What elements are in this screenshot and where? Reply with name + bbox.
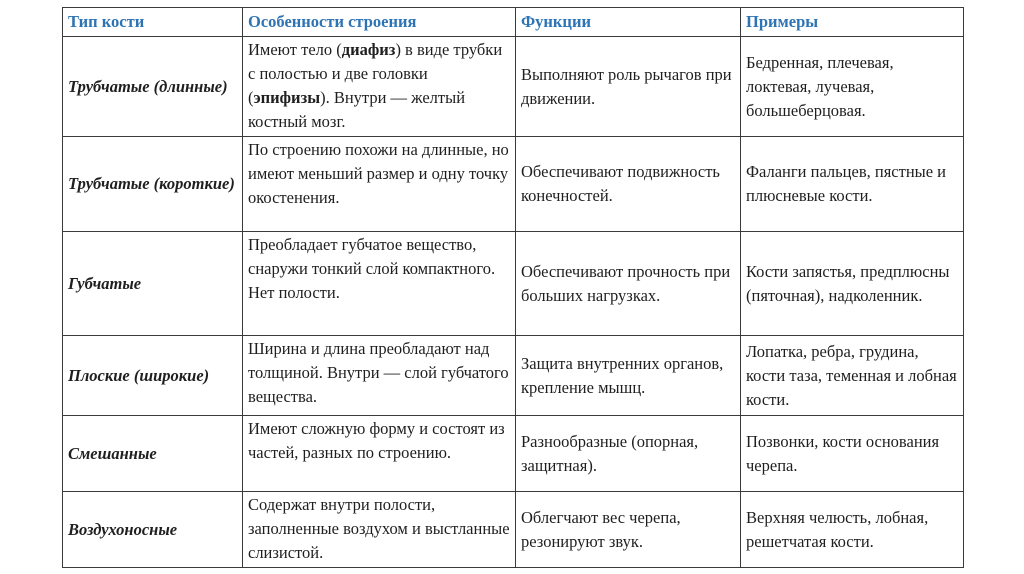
cell-functions: Обеспечивают подвижность конечностей. — [516, 137, 741, 232]
cell-type: Губчатые — [63, 232, 243, 336]
table-header-row — [63, 8, 964, 37]
cell-type: Смешанные — [63, 416, 243, 492]
table-row — [63, 336, 964, 416]
header-functions: Функции — [516, 8, 741, 37]
cell-functions: Обеспечивают прочность при больших нагрузках. — [516, 232, 741, 336]
table-row — [63, 37, 964, 137]
cell-examples: Верхняя челюсть, лобная, решетчатая кости. — [741, 492, 964, 568]
header-examples: Примеры — [741, 8, 964, 37]
cell-examples: Позвонки, кости основания черепа. — [741, 416, 964, 492]
table-row — [63, 416, 964, 492]
cell-functions: Облегчают вес черепа, резонируют звук. — [516, 492, 741, 568]
cell-examples: Лопатка, ребра, грудина, кости таза, теменная и лобная кости. — [741, 336, 964, 416]
bone-types-table — [62, 7, 964, 568]
cell-structure: Имеют тело (диафиз) в виде трубки с полостью и две головки (эпифизы). Внутри — желтый костный мозг. — [243, 37, 516, 137]
header-type: Тип кости — [63, 8, 243, 37]
cell-type: Воздухоносные — [63, 492, 243, 568]
cell-type: Трубчатые (длинные) — [63, 37, 243, 137]
cell-type: Трубчатые (короткие) — [63, 137, 243, 232]
table-row — [63, 232, 964, 336]
table-row — [63, 137, 964, 232]
cell-functions: Выполняют роль рычагов при движении. — [516, 37, 741, 137]
bone-types-table-container — [62, 7, 964, 568]
cell-examples: Фаланги пальцев, пястные и плюсневые кости. — [741, 137, 964, 232]
cell-functions: Разнообразные (опорная, защитная). — [516, 416, 741, 492]
table-row — [63, 492, 964, 568]
cell-examples: Кости запястья, предплюсны (пяточная), надколенник. — [741, 232, 964, 336]
cell-functions: Защита внутренних органов, крепление мышц. — [516, 336, 741, 416]
cell-type: Плоские (широкие) — [63, 336, 243, 416]
header-structure: Особенности строения — [243, 8, 516, 37]
cell-structure: Содержат внутри полости, заполненные воздухом и выстланные слизистой. — [243, 492, 516, 568]
cell-structure: Ширина и длина преобладают над толщиной. Внутри — слой губчатого вещества. — [243, 336, 516, 416]
cell-structure: По строению похожи на длинные, но имеют меньший размер и одну точку окостенения. — [243, 137, 516, 232]
cell-examples: Бедренная, плечевая, локтевая, лучевая, большеберцовая. — [741, 37, 964, 137]
cell-structure: Имеют сложную форму и состоят из частей, разных по строению. — [243, 416, 516, 492]
cell-structure: Преобладает губчатое вещество, снаружи тонкий слой компактного. Нет полости. — [243, 232, 516, 336]
